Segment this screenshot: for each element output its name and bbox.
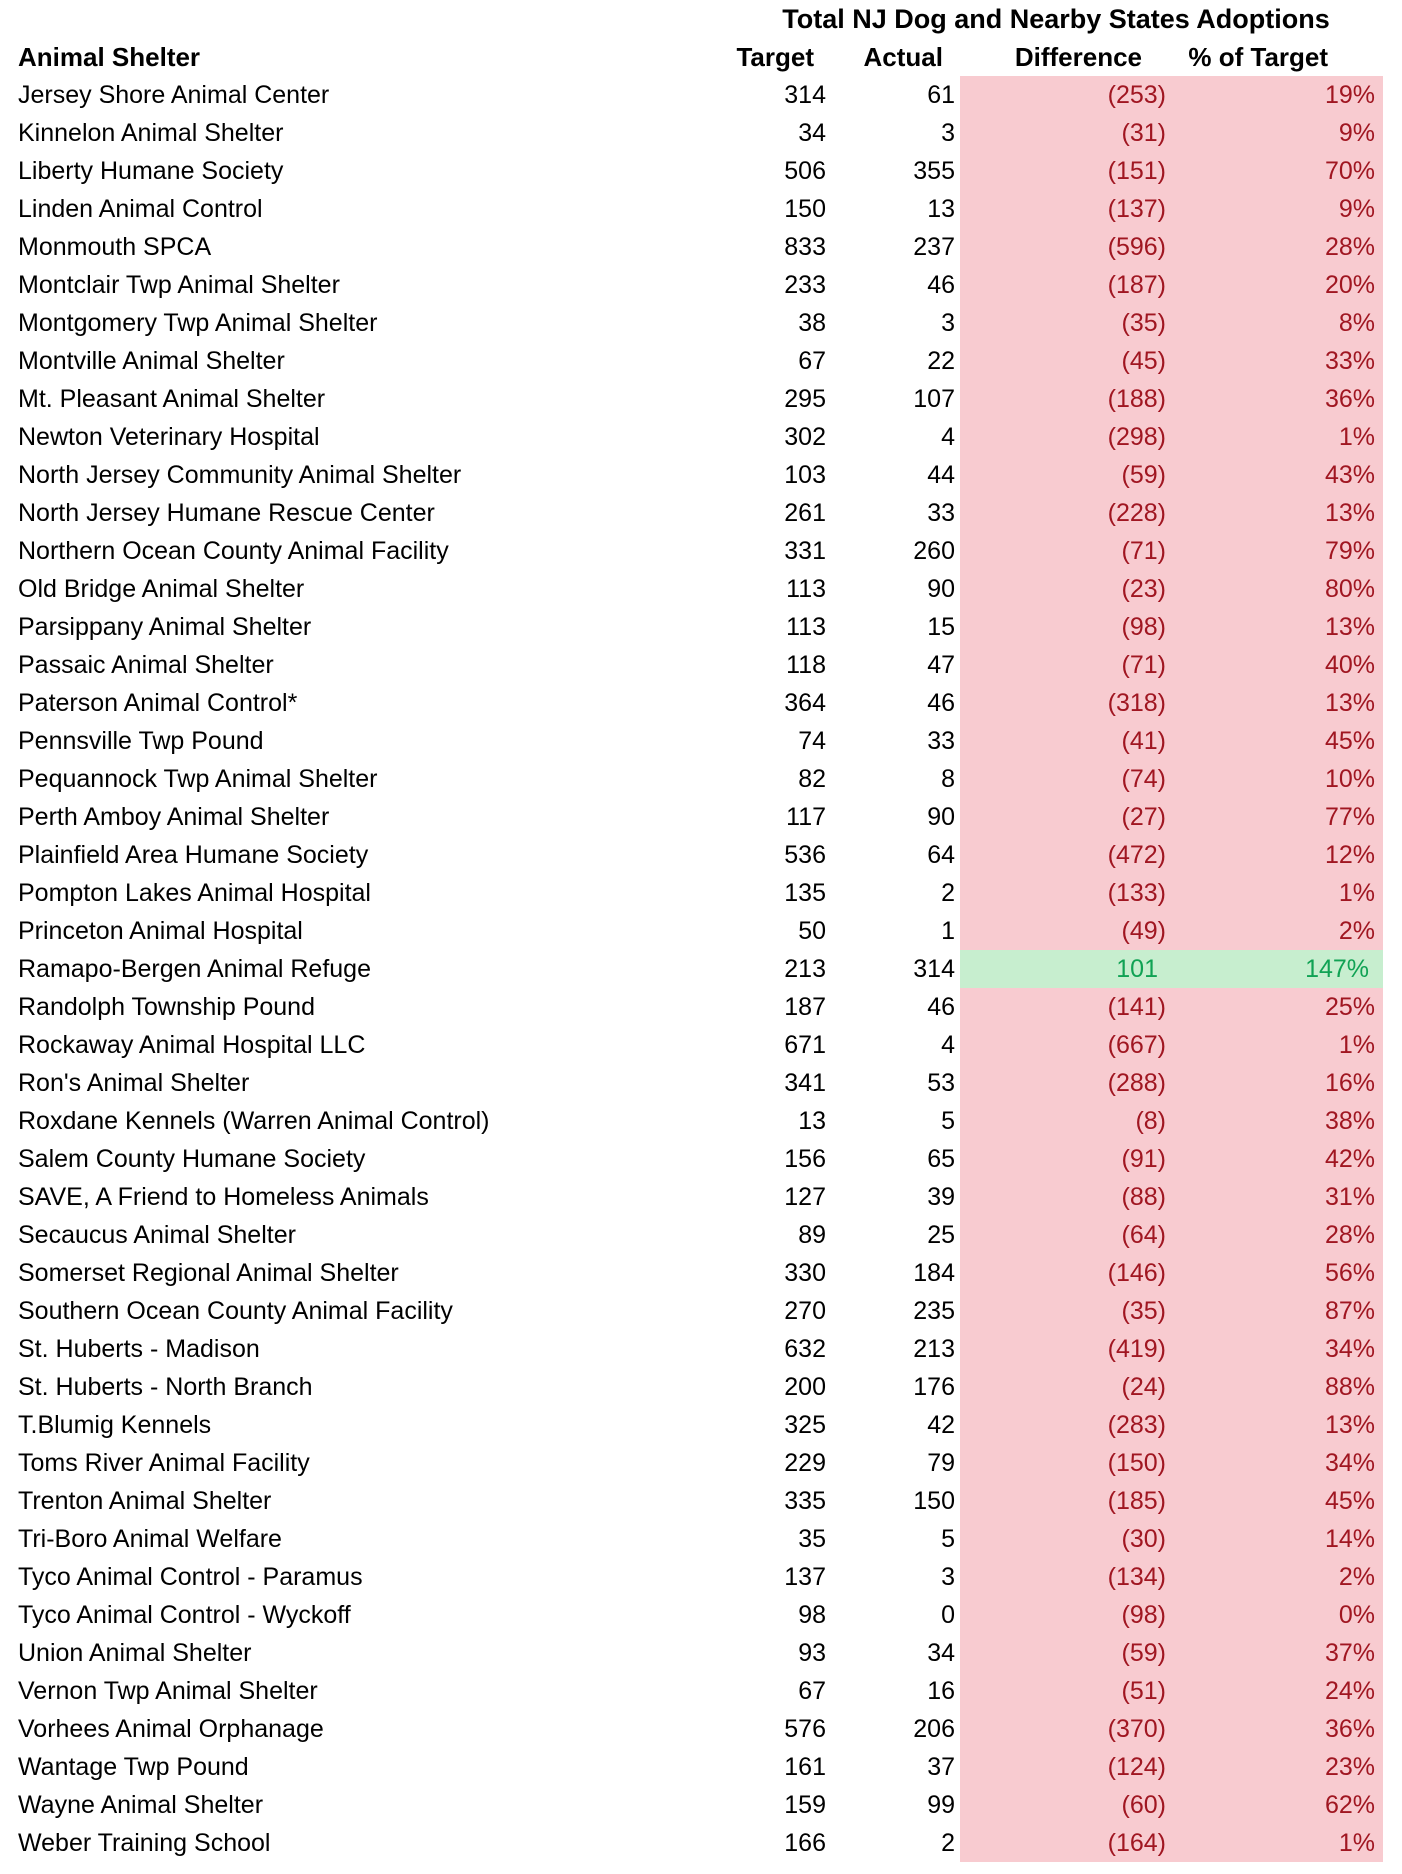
cell-actual: 37 xyxy=(927,1752,955,1781)
cell-target: 113 xyxy=(786,612,826,641)
cell-actual: 4 xyxy=(941,1030,955,1059)
cell-percent-of-target: 25% xyxy=(1172,988,1383,1026)
cell-difference: (71) xyxy=(960,532,1172,570)
table-row xyxy=(0,608,1383,646)
cell-shelter-name: Northern Ocean County Animal Facility xyxy=(18,536,449,565)
table-row xyxy=(0,1634,1383,1672)
cell-target: 364 xyxy=(784,688,826,717)
cell-actual: 90 xyxy=(927,802,955,831)
cell-difference: (31) xyxy=(960,114,1172,152)
table-row xyxy=(0,190,1383,228)
cell-difference: (71) xyxy=(960,646,1172,684)
cell-difference: (596) xyxy=(960,228,1172,266)
cell-target: 13 xyxy=(798,1106,826,1135)
cell-target: 35 xyxy=(798,1524,826,1553)
cell-actual: 16 xyxy=(927,1676,955,1705)
cell-percent-of-target: 28% xyxy=(1172,1216,1383,1254)
cell-actual: 53 xyxy=(927,1068,955,1097)
cell-target: 187 xyxy=(784,992,826,1021)
cell-target: 159 xyxy=(784,1790,826,1819)
cell-difference: (288) xyxy=(960,1064,1172,1102)
cell-percent-of-target: 33% xyxy=(1172,342,1383,380)
table-row xyxy=(0,1824,1383,1862)
cell-percent-of-target: 88% xyxy=(1172,1368,1383,1406)
cell-target: 833 xyxy=(784,232,826,261)
cell-percent-of-target: 40% xyxy=(1172,646,1383,684)
cell-shelter-name: Linden Animal Control xyxy=(18,194,263,223)
cell-actual: 34 xyxy=(927,1638,955,1667)
table-row xyxy=(0,342,1383,380)
table-row xyxy=(0,1748,1383,1786)
cell-shelter-name: Monmouth SPCA xyxy=(18,232,212,261)
table-row xyxy=(0,418,1383,456)
cell-actual: 355 xyxy=(913,156,955,185)
cell-percent-of-target: 34% xyxy=(1172,1444,1383,1482)
cell-target: 161 xyxy=(784,1752,826,1781)
cell-percent-of-target: 77% xyxy=(1172,798,1383,836)
cell-target: 113 xyxy=(786,574,826,603)
cell-shelter-name: Trenton Animal Shelter xyxy=(18,1486,272,1515)
column-header-animal-shelter: Animal Shelter xyxy=(18,41,201,72)
cell-actual: 44 xyxy=(927,460,955,489)
table-row xyxy=(0,1102,1383,1140)
cell-actual: 25 xyxy=(927,1220,955,1249)
cell-percent-of-target: 12% xyxy=(1172,836,1383,874)
cell-actual: 46 xyxy=(927,270,955,299)
cell-percent-of-target: 38% xyxy=(1172,1102,1383,1140)
cell-percent-of-target: 24% xyxy=(1172,1672,1383,1710)
cell-target: 213 xyxy=(784,954,826,983)
cell-percent-of-target: 34% xyxy=(1172,1330,1383,1368)
title-row xyxy=(0,0,1383,38)
cell-percent-of-target: 16% xyxy=(1172,1064,1383,1102)
cell-difference: (98) xyxy=(960,1596,1172,1634)
cell-difference: (133) xyxy=(960,874,1172,912)
table-row xyxy=(0,950,1383,988)
cell-percent-of-target: 13% xyxy=(1172,494,1383,532)
cell-difference: (88) xyxy=(960,1178,1172,1216)
cell-target: 50 xyxy=(798,916,826,945)
cell-percent-of-target: 28% xyxy=(1172,228,1383,266)
cell-difference: (188) xyxy=(960,380,1172,418)
cell-actual: 22 xyxy=(927,346,955,375)
cell-target: 302 xyxy=(784,422,826,451)
cell-percent-of-target: 45% xyxy=(1172,1482,1383,1520)
cell-target: 325 xyxy=(784,1410,826,1439)
cell-shelter-name: Toms River Animal Facility xyxy=(18,1448,310,1477)
cell-actual: 64 xyxy=(927,840,955,869)
cell-actual: 237 xyxy=(913,232,955,261)
cell-target: 314 xyxy=(784,80,826,109)
table-row xyxy=(0,1444,1383,1482)
cell-percent-of-target: 19% xyxy=(1172,76,1383,114)
cell-target: 67 xyxy=(798,1676,826,1705)
cell-percent-of-target: 9% xyxy=(1172,190,1383,228)
table-row xyxy=(0,912,1383,950)
cell-actual: 3 xyxy=(941,308,955,337)
cell-actual: 2 xyxy=(941,1828,955,1857)
cell-actual: 42 xyxy=(927,1410,955,1439)
cell-actual: 15 xyxy=(927,612,955,641)
cell-target: 576 xyxy=(784,1714,826,1743)
table-row xyxy=(0,570,1383,608)
cell-percent-of-target: 70% xyxy=(1172,152,1383,190)
cell-shelter-name: Ron's Animal Shelter xyxy=(18,1068,250,1097)
cell-target: 233 xyxy=(784,270,826,299)
cell-percent-of-target: 20% xyxy=(1172,266,1383,304)
table-row xyxy=(0,722,1383,760)
cell-difference: (41) xyxy=(960,722,1172,760)
table-row xyxy=(0,228,1383,266)
cell-shelter-name: Newton Veterinary Hospital xyxy=(18,422,320,451)
column-header-row xyxy=(0,38,1383,76)
column-header-target: Target xyxy=(736,41,814,72)
cell-shelter-name: Passaic Animal Shelter xyxy=(18,650,274,679)
cell-actual: 3 xyxy=(941,1562,955,1591)
cell-percent-of-target: 56% xyxy=(1172,1254,1383,1292)
cell-percent-of-target: 1% xyxy=(1172,418,1383,456)
table-row xyxy=(0,1520,1383,1558)
cell-target: 103 xyxy=(784,460,826,489)
table-row xyxy=(0,988,1383,1026)
cell-actual: 65 xyxy=(927,1144,955,1173)
cell-shelter-name: North Jersey Community Animal Shelter xyxy=(18,460,462,489)
cell-percent-of-target: 1% xyxy=(1172,1026,1383,1064)
cell-difference: (45) xyxy=(960,342,1172,380)
cell-actual: 206 xyxy=(913,1714,955,1743)
cell-shelter-name: North Jersey Humane Rescue Center xyxy=(18,498,435,527)
cell-difference: (141) xyxy=(960,988,1172,1026)
cell-difference: (283) xyxy=(960,1406,1172,1444)
cell-shelter-name: Tyco Animal Control - Wyckoff xyxy=(18,1600,351,1629)
cell-difference: (164) xyxy=(960,1824,1172,1862)
cell-target: 295 xyxy=(784,384,826,413)
cell-shelter-name: Vernon Twp Animal Shelter xyxy=(18,1676,318,1705)
cell-actual: 3 xyxy=(941,118,955,147)
cell-target: 331 xyxy=(784,536,826,565)
cell-shelter-name: T.Blumig Kennels xyxy=(18,1410,212,1439)
cell-actual: 47 xyxy=(927,650,955,679)
cell-target: 335 xyxy=(784,1486,826,1515)
cell-percent-of-target: 87% xyxy=(1172,1292,1383,1330)
table-row xyxy=(0,1672,1383,1710)
cell-difference: (64) xyxy=(960,1216,1172,1254)
table-row xyxy=(0,1482,1383,1520)
cell-target: 506 xyxy=(784,156,826,185)
cell-target: 89 xyxy=(798,1220,826,1249)
cell-shelter-name: Rockaway Animal Hospital LLC xyxy=(18,1030,366,1059)
cell-difference: (318) xyxy=(960,684,1172,722)
cell-actual: 61 xyxy=(927,80,955,109)
cell-difference: (74) xyxy=(960,760,1172,798)
table-row xyxy=(0,152,1383,190)
cell-shelter-name: Weber Training School xyxy=(18,1828,271,1857)
cell-shelter-name: Mt. Pleasant Animal Shelter xyxy=(18,384,326,413)
cell-actual: 2 xyxy=(941,878,955,907)
cell-percent-of-target: 1% xyxy=(1172,1824,1383,1862)
cell-shelter-name: Randolph Township Pound xyxy=(18,992,315,1021)
cell-actual: 235 xyxy=(913,1296,955,1325)
cell-difference: (24) xyxy=(960,1368,1172,1406)
cell-target: 671 xyxy=(784,1030,826,1059)
table-row xyxy=(0,1254,1383,1292)
cell-percent-of-target: 13% xyxy=(1172,608,1383,646)
cell-shelter-name: Jersey Shore Animal Center xyxy=(18,80,330,109)
cell-target: 341 xyxy=(784,1068,826,1097)
cell-shelter-name: Roxdane Kennels (Warren Animal Control) xyxy=(18,1106,490,1135)
cell-actual: 90 xyxy=(927,574,955,603)
table-row xyxy=(0,646,1383,684)
cell-difference: (228) xyxy=(960,494,1172,532)
cell-percent-of-target: 13% xyxy=(1172,684,1383,722)
cell-shelter-name: Parsippany Animal Shelter xyxy=(18,612,312,641)
cell-actual: 8 xyxy=(941,764,955,793)
cell-shelter-name: Southern Ocean County Animal Facility xyxy=(18,1296,453,1325)
cell-target: 93 xyxy=(798,1638,826,1667)
table-row xyxy=(0,1216,1383,1254)
cell-target: 229 xyxy=(784,1448,826,1477)
cell-shelter-name: Ramapo-Bergen Animal Refuge xyxy=(18,954,371,983)
cell-percent-of-target: 36% xyxy=(1172,1710,1383,1748)
cell-difference: (298) xyxy=(960,418,1172,456)
cell-difference: (419) xyxy=(960,1330,1172,1368)
cell-percent-of-target: 2% xyxy=(1172,1558,1383,1596)
table-row xyxy=(0,1292,1383,1330)
cell-actual: 46 xyxy=(927,688,955,717)
cell-target: 67 xyxy=(798,346,826,375)
cell-difference: (667) xyxy=(960,1026,1172,1064)
cell-target: 330 xyxy=(784,1258,826,1287)
cell-percent-of-target: 147% xyxy=(1172,950,1383,988)
cell-percent-of-target: 37% xyxy=(1172,1634,1383,1672)
cell-actual: 33 xyxy=(927,498,955,527)
table-row xyxy=(0,532,1383,570)
cell-percent-of-target: 36% xyxy=(1172,380,1383,418)
cell-shelter-name: St. Huberts - North Branch xyxy=(18,1372,313,1401)
cell-actual: 314 xyxy=(913,954,955,983)
cell-shelter-name: Montgomery Twp Animal Shelter xyxy=(18,308,378,337)
cell-percent-of-target: 31% xyxy=(1172,1178,1383,1216)
cell-shelter-name: Pompton Lakes Animal Hospital xyxy=(18,878,371,907)
table-row xyxy=(0,836,1383,874)
cell-actual: 0 xyxy=(941,1600,955,1629)
cell-shelter-name: Pequannock Twp Animal Shelter xyxy=(18,764,378,793)
table-row xyxy=(0,1026,1383,1064)
cell-difference: (27) xyxy=(960,798,1172,836)
cell-shelter-name: Kinnelon Animal Shelter xyxy=(18,118,284,147)
cell-actual: 5 xyxy=(941,1106,955,1135)
cell-actual: 4 xyxy=(941,422,955,451)
cell-actual: 46 xyxy=(927,992,955,1021)
cell-actual: 184 xyxy=(913,1258,955,1287)
cell-shelter-name: Montclair Twp Animal Shelter xyxy=(18,270,340,299)
cell-target: 135 xyxy=(784,878,826,907)
table-row xyxy=(0,1558,1383,1596)
cell-actual: 150 xyxy=(913,1486,955,1515)
cell-shelter-name: Princeton Animal Hospital xyxy=(18,916,303,945)
cell-percent-of-target: 13% xyxy=(1172,1406,1383,1444)
cell-difference: (23) xyxy=(960,570,1172,608)
cell-shelter-name: Union Animal Shelter xyxy=(18,1638,252,1667)
cell-target: 117 xyxy=(786,802,826,831)
cell-shelter-name: Vorhees Animal Orphanage xyxy=(18,1714,324,1743)
cell-difference: (146) xyxy=(960,1254,1172,1292)
cell-difference: (185) xyxy=(960,1482,1172,1520)
cell-percent-of-target: 79% xyxy=(1172,532,1383,570)
cell-target: 270 xyxy=(784,1296,826,1325)
cell-actual: 176 xyxy=(913,1372,955,1401)
table-row xyxy=(0,1330,1383,1368)
cell-difference: (35) xyxy=(960,1292,1172,1330)
cell-difference: (51) xyxy=(960,1672,1172,1710)
cell-percent-of-target: 62% xyxy=(1172,1786,1383,1824)
cell-shelter-name: Liberty Humane Society xyxy=(18,156,284,185)
cell-percent-of-target: 8% xyxy=(1172,304,1383,342)
cell-percent-of-target: 45% xyxy=(1172,722,1383,760)
cell-actual: 1 xyxy=(941,916,955,945)
cell-percent-of-target: 80% xyxy=(1172,570,1383,608)
cell-difference: (49) xyxy=(960,912,1172,950)
cell-target: 261 xyxy=(784,498,826,527)
cell-percent-of-target: 42% xyxy=(1172,1140,1383,1178)
cell-target: 38 xyxy=(798,308,826,337)
cell-target: 34 xyxy=(798,118,826,147)
cell-shelter-name: Paterson Animal Control* xyxy=(18,688,298,717)
column-header-difference: Difference xyxy=(1014,41,1142,72)
column-header-actual: Actual xyxy=(863,41,943,72)
cell-difference: (472) xyxy=(960,836,1172,874)
cell-shelter-name: SAVE, A Friend to Homeless Animals xyxy=(18,1182,429,1211)
table-row xyxy=(0,1064,1383,1102)
cell-actual: 13 xyxy=(927,194,955,223)
cell-shelter-name: Tyco Animal Control - Paramus xyxy=(18,1562,363,1591)
cell-shelter-name: Somerset Regional Animal Shelter xyxy=(18,1258,399,1287)
cell-difference: (60) xyxy=(960,1786,1172,1824)
cell-difference: (187) xyxy=(960,266,1172,304)
cell-actual: 99 xyxy=(927,1790,955,1819)
cell-difference: (59) xyxy=(960,456,1172,494)
table-row xyxy=(0,798,1383,836)
cell-target: 137 xyxy=(784,1562,826,1591)
cell-difference: (30) xyxy=(960,1520,1172,1558)
cell-percent-of-target: 43% xyxy=(1172,456,1383,494)
table-row xyxy=(0,494,1383,532)
cell-shelter-name: Wayne Animal Shelter xyxy=(18,1790,264,1819)
cell-shelter-name: Tri-Boro Animal Welfare xyxy=(18,1524,282,1553)
cell-actual: 33 xyxy=(927,726,955,755)
cell-percent-of-target: 9% xyxy=(1172,114,1383,152)
cell-percent-of-target: 14% xyxy=(1172,1520,1383,1558)
cell-shelter-name: St. Huberts - Madison xyxy=(18,1334,260,1363)
cell-target: 632 xyxy=(784,1334,826,1363)
cell-target: 166 xyxy=(784,1828,826,1857)
cell-percent-of-target: 0% xyxy=(1172,1596,1383,1634)
table-row xyxy=(0,456,1383,494)
cell-difference: (253) xyxy=(960,76,1172,114)
cell-difference: (8) xyxy=(960,1102,1172,1140)
cell-percent-of-target: 2% xyxy=(1172,912,1383,950)
cell-target: 74 xyxy=(798,726,826,755)
cell-difference: (134) xyxy=(960,1558,1172,1596)
cell-difference: (137) xyxy=(960,190,1172,228)
table-row xyxy=(0,76,1383,114)
cell-percent-of-target: 10% xyxy=(1172,760,1383,798)
cell-difference: (150) xyxy=(960,1444,1172,1482)
cell-difference: (59) xyxy=(960,1634,1172,1672)
table-row xyxy=(0,760,1383,798)
cell-difference: (98) xyxy=(960,608,1172,646)
column-header-percent-of-target: % of Target xyxy=(1188,41,1329,72)
table-row xyxy=(0,874,1383,912)
table-row xyxy=(0,1710,1383,1748)
cell-difference: (124) xyxy=(960,1748,1172,1786)
cell-shelter-name: Plainfield Area Humane Society xyxy=(18,840,369,869)
cell-shelter-name: Montville Animal Shelter xyxy=(18,346,285,375)
cell-shelter-name: Perth Amboy Animal Shelter xyxy=(18,802,330,831)
cell-difference: 101 xyxy=(960,950,1172,988)
cell-difference: (91) xyxy=(960,1140,1172,1178)
table-row xyxy=(0,684,1383,722)
cell-actual: 213 xyxy=(913,1334,955,1363)
table-row xyxy=(0,114,1383,152)
cell-difference: (370) xyxy=(960,1710,1172,1748)
cell-target: 150 xyxy=(784,194,826,223)
cell-shelter-name: Pennsville Twp Pound xyxy=(18,726,264,755)
cell-shelter-name: Secaucus Animal Shelter xyxy=(18,1220,296,1249)
cell-shelter-name: Old Bridge Animal Shelter xyxy=(18,574,305,603)
cell-shelter-name: Wantage Twp Pound xyxy=(18,1752,249,1781)
cell-percent-of-target: 23% xyxy=(1172,1748,1383,1786)
cell-difference: (35) xyxy=(960,304,1172,342)
table-row xyxy=(0,380,1383,418)
cell-actual: 5 xyxy=(941,1524,955,1553)
table-row xyxy=(0,1140,1383,1178)
cell-actual: 39 xyxy=(927,1182,955,1211)
table-row xyxy=(0,1596,1383,1634)
cell-percent-of-target: 1% xyxy=(1172,874,1383,912)
cell-target: 98 xyxy=(798,1600,826,1629)
cell-target: 127 xyxy=(784,1182,826,1211)
table-row xyxy=(0,1368,1383,1406)
page-title: Total NJ Dog and Nearby States Adoptions xyxy=(782,4,1330,34)
cell-target: 200 xyxy=(784,1372,826,1401)
table-row xyxy=(0,1406,1383,1444)
table-row xyxy=(0,1178,1383,1216)
table-row xyxy=(0,1786,1383,1824)
table-row xyxy=(0,266,1383,304)
table-row xyxy=(0,304,1383,342)
cell-target: 536 xyxy=(784,840,826,869)
cell-target: 82 xyxy=(798,764,826,793)
cell-actual: 107 xyxy=(913,384,955,413)
cell-actual: 79 xyxy=(927,1448,955,1477)
cell-target: 156 xyxy=(784,1144,826,1173)
cell-target: 118 xyxy=(786,650,826,679)
cell-actual: 260 xyxy=(913,536,955,565)
cell-difference: (151) xyxy=(960,152,1172,190)
cell-shelter-name: Salem County Humane Society xyxy=(18,1144,366,1173)
